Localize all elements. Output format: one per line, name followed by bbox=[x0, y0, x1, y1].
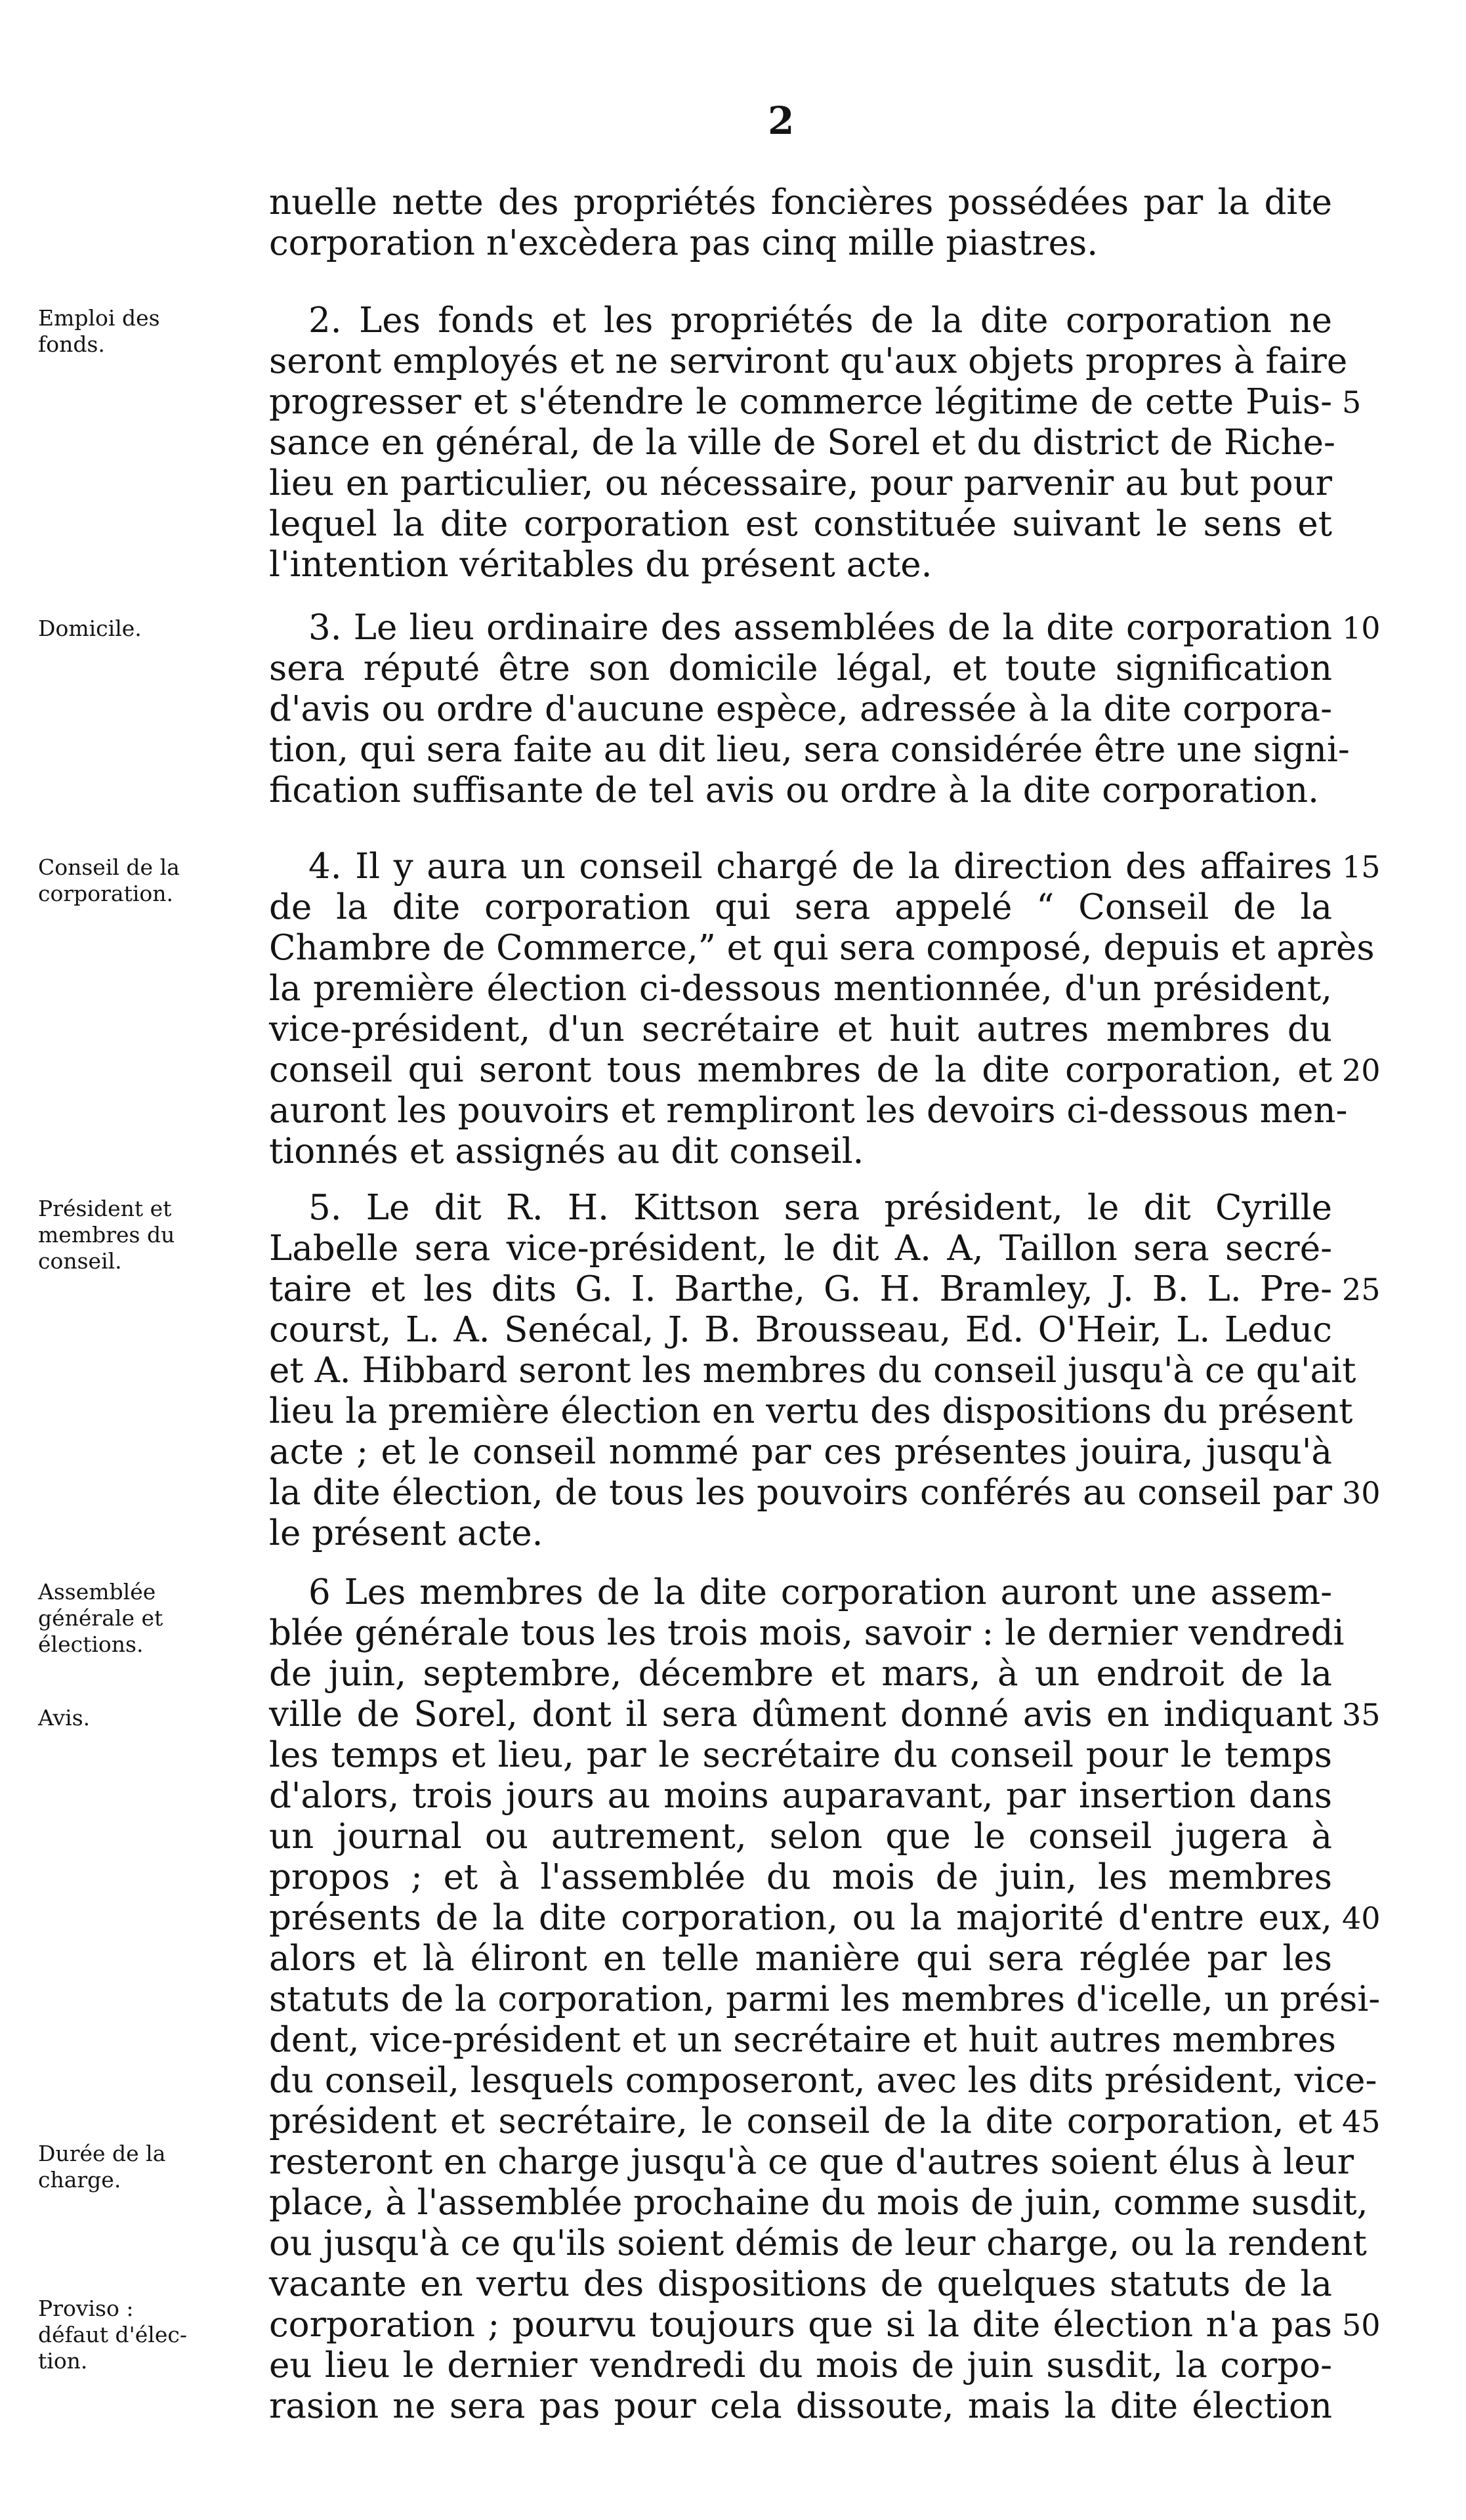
margin-note-president-membres bbox=[38, 1196, 264, 1274]
text-line: progresser et s'étendre le commerce légitime de cette Puis- bbox=[269, 382, 1332, 422]
text-line: auront les pouvoirs et rempliront les devoirs ci-dessous men- bbox=[269, 1091, 1348, 1131]
text-line: la première élection ci-dessous mentionnée, d'un président, bbox=[269, 969, 1332, 1009]
text-line: Labelle sera vice-président, le dit A. A, Taillon sera secré- bbox=[269, 1228, 1332, 1269]
margin-note-avis bbox=[38, 1705, 264, 1731]
margin-note-line: corporation. bbox=[38, 881, 173, 906]
margin-note-line: charge. bbox=[38, 2167, 121, 2193]
text-line: de juin, septembre, décembre et mars, à un endroit de la bbox=[269, 1654, 1332, 1694]
text-line: lieu en particulier, ou nécessaire, pour parvenir au but pour bbox=[269, 463, 1332, 503]
text-line: rasion ne sera pas pour cela dissoute, mais la dite élection bbox=[269, 2386, 1332, 2426]
margin-note-conseil-corporation bbox=[38, 854, 264, 907]
text-line: vice-président, d'un secrétaire et huit autres membres du bbox=[269, 1009, 1332, 1049]
margin-note-line: Assemblée bbox=[38, 1579, 156, 1605]
line-number: 30 bbox=[1342, 1475, 1381, 1511]
margin-note-proviso bbox=[38, 2296, 264, 2374]
text-line: le présent acte. bbox=[269, 1513, 543, 1553]
section-2-paragraph bbox=[269, 301, 1348, 585]
text-line: dent, vice-président et un secrétaire et huit autres membres bbox=[269, 2020, 1336, 2060]
text-line: Chambre de Commerce,” et qui sera composé, depuis et après bbox=[269, 928, 1375, 968]
margin-note-line: Conseil de la bbox=[38, 854, 180, 880]
section-3-paragraph bbox=[269, 608, 1350, 811]
margin-note-line: tion. bbox=[38, 2348, 88, 2374]
text-line: un journal ou autrement, selon que le conseil jugera à bbox=[269, 1816, 1332, 1857]
text-line: 4. Il y aura un conseil chargé de la direction des affaires bbox=[308, 847, 1332, 887]
text-line: sera réputé être son domicile légal, et toute signification bbox=[269, 648, 1332, 688]
text-line: 3. Le lieu ordinaire des assemblées de la dite corporation bbox=[308, 608, 1332, 648]
text-line: du conseil, lesquels composeront, avec les dits président, vice- bbox=[269, 2061, 1377, 2101]
text-line: resteront en charge jusqu'à ce que d'autres soient élus à leur bbox=[269, 2142, 1354, 2182]
text-line: courst, L. A. Senécal, J. B. Brousseau, Ed. O'Heir, L. Leduc bbox=[269, 1310, 1332, 1350]
text-line: corporation n'excèdera pas cinq mille piastres. bbox=[269, 223, 1099, 263]
margin-note-line: membres du bbox=[38, 1222, 175, 1248]
text-line: seront employés et ne serviront qu'aux objets propres à faire bbox=[269, 341, 1348, 381]
line-number: 10 bbox=[1342, 610, 1381, 646]
line-number: 35 bbox=[1342, 1697, 1381, 1732]
margin-note-emploi bbox=[38, 305, 264, 358]
text-line: et A. Hibbard seront les membres du conseil jusqu'à ce qu'ait bbox=[269, 1351, 1356, 1391]
margin-note-line: Durée de la bbox=[38, 2141, 166, 2166]
text-line: 2. Les fonds et les propriétés de la dite corporation ne bbox=[308, 301, 1332, 341]
text-line: l'intention véritables du présent acte. bbox=[269, 545, 932, 585]
margin-note-domicile bbox=[38, 616, 264, 642]
margin-note-line: Avis. bbox=[38, 1705, 91, 1731]
text-line: les temps et lieu, par le secrétaire du conseil pour le temps bbox=[269, 1735, 1332, 1775]
paragraph-intro-continuation bbox=[269, 182, 1332, 264]
text-line: corporation ; pourvu toujours que si la dite élection n'a pas bbox=[269, 2305, 1332, 2345]
margin-note-line: Président et bbox=[38, 1196, 172, 1221]
text-line: acte ; et le conseil nommé par ces présentes jouira, jusqu'à bbox=[269, 1432, 1332, 1472]
text-line: 5. Le dit R. H. Kittson sera président, le dit Cyrille bbox=[308, 1188, 1332, 1228]
line-number: 20 bbox=[1342, 1053, 1381, 1088]
margin-note-duree bbox=[38, 2141, 264, 2193]
margin-note-line: élections. bbox=[38, 1631, 144, 1657]
text-line: conseil qui seront tous membres de la dite corporation, et bbox=[269, 1050, 1332, 1090]
text-line: d'alors, trois jours au moins auparavant, par insertion dans bbox=[269, 1776, 1332, 1816]
text-line: propos ; et à l'assemblée du mois de juin, les membres bbox=[269, 1857, 1332, 1897]
text-line: nuelle nette des propriétés foncières possédées par la dite bbox=[269, 182, 1332, 222]
text-line: tionnés et assignés au dit conseil. bbox=[269, 1131, 864, 1171]
text-line: de la dite corporation qui sera appelé “ Conseil de la bbox=[269, 887, 1332, 927]
text-line: ville de Sorel, dont il sera dûment donné avis en indiquant bbox=[269, 1694, 1332, 1734]
text-line: président et secrétaire, le conseil de la dite corporation, et bbox=[269, 2101, 1332, 2141]
line-number: 45 bbox=[1342, 2104, 1381, 2139]
text-line: blée générale tous les trois mois, savoir : le dernier vendredi bbox=[269, 1613, 1345, 1653]
margin-note-line: fonds. bbox=[38, 331, 105, 357]
text-line: taire et les dits G. I. Barthe, G. H. Bramley, J. B. L. Pre- bbox=[269, 1269, 1332, 1309]
text-line: la dite élection, de tous les pouvoirs conférés au conseil par bbox=[269, 1473, 1332, 1513]
margin-note-line: Emploi des bbox=[38, 305, 160, 331]
line-number: 40 bbox=[1342, 1900, 1381, 1936]
margin-note-line: Domicile. bbox=[38, 616, 142, 641]
text-line: sance en général, de la ville de Sorel et du district de Riche- bbox=[269, 423, 1335, 463]
text-line: place, à l'assemblée prochaine du mois de juin, comme susdit, bbox=[269, 2183, 1368, 2223]
text-line: lequel la dite corporation est constituée suivant le sens et bbox=[269, 504, 1332, 544]
margin-note-line: défaut d'élec- bbox=[38, 2322, 187, 2347]
margin-note-line: conseil. bbox=[38, 1248, 122, 1274]
line-number: 25 bbox=[1342, 1272, 1381, 1307]
line-number: 5 bbox=[1342, 385, 1362, 420]
margin-note-assemblee bbox=[38, 1579, 264, 1658]
text-line: statuts de la corporation, parmi les membres d'icelle, un prési- bbox=[269, 1979, 1381, 2019]
text-line: vacante en vertu des dispositions de quelques statuts de la bbox=[269, 2264, 1332, 2304]
text-line: 6 Les membres de la dite corporation auront une assem- bbox=[308, 1572, 1332, 1612]
text-line: fication suffisante de tel avis ou ordre à la dite corporation. bbox=[269, 770, 1319, 810]
text-line: lieu la première élection en vertu des dispositions du présent bbox=[269, 1391, 1353, 1431]
text-line: ou jusqu'à ce qu'ils soient démis de leur charge, ou la rendent bbox=[269, 2223, 1367, 2263]
text-line: eu lieu le dernier vendredi du mois de juin susdit, la corpo- bbox=[269, 2345, 1332, 2385]
section-5-paragraph bbox=[269, 1188, 1356, 1554]
page-number: 2 bbox=[768, 98, 795, 143]
text-line: alors et là éliront en telle manière qui sera réglée par les bbox=[269, 1939, 1332, 1979]
margin-note-line: Proviso : bbox=[38, 2296, 134, 2321]
margin-note-line: générale et bbox=[38, 1605, 163, 1631]
line-number: 15 bbox=[1342, 849, 1381, 885]
text-line: présents de la dite corporation, ou la majorité d'entre eux, bbox=[269, 1898, 1332, 1938]
text-line: tion, qui sera faite au dit lieu, sera considérée être une signi- bbox=[269, 730, 1350, 770]
text-line: d'avis ou ordre d'aucune espèce, adressée à la dite corpora- bbox=[269, 689, 1332, 729]
line-number: 50 bbox=[1342, 2307, 1381, 2343]
